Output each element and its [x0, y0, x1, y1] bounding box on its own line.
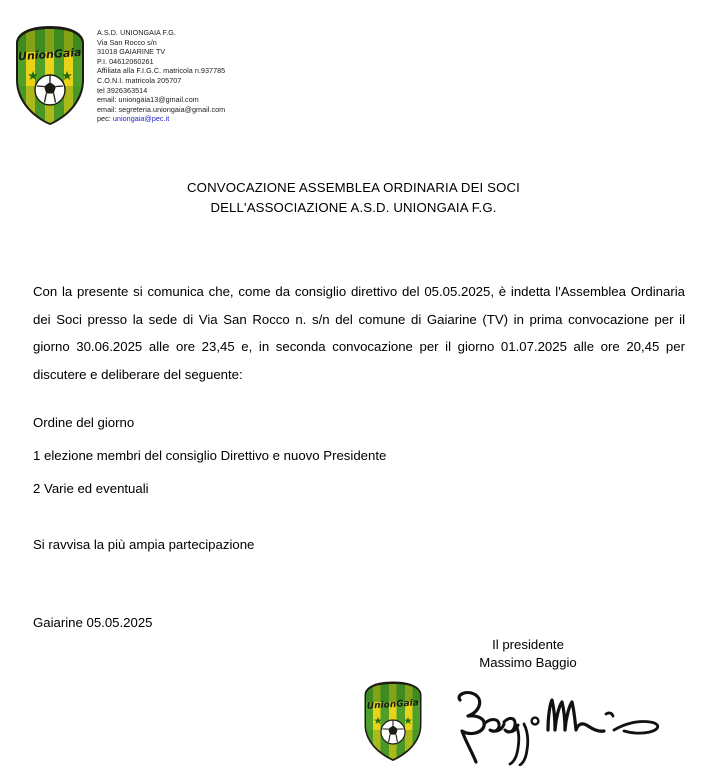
- pec-address-link[interactable]: uniongaia@pec.it: [112, 114, 170, 124]
- signatory-role: Il presidente: [492, 637, 564, 652]
- pec-label: pec:: [97, 114, 111, 124]
- org-email-secretary: email: segreteria.uniongaia@gmail.com: [97, 104, 226, 114]
- org-line: 31018 GAIARINE TV: [97, 47, 166, 57]
- club-crest-logo: [14, 24, 86, 128]
- club-crest-logo-footer: [363, 680, 423, 762]
- place-and-date: Gaiarine 05.05.2025: [33, 615, 153, 630]
- agenda-heading: Ordine del giorno: [33, 415, 135, 430]
- closing-note: Si ravvisa la più ampia partecipazione: [33, 537, 255, 552]
- org-line: A.S.D. UNIONGAIA F.G.: [97, 28, 176, 37]
- handwritten-signature: [452, 686, 667, 766]
- org-line: Via San Rocco s/n: [97, 37, 157, 47]
- organization-details: [97, 28, 397, 124]
- org-line: C.O.N.I. matricola 205707: [97, 75, 182, 85]
- org-line: P.I. 04612060261: [97, 56, 154, 66]
- document-body: [33, 278, 685, 633]
- svg-text:UnionGaia: UnionGaia: [17, 45, 82, 64]
- agenda-item-1: 1 elezione membri del consiglio Direttivo e nuovo Presidente: [33, 448, 387, 463]
- letterhead: [0, 0, 707, 140]
- notice-paragraph: Con la presente si comunica che, come da consiglio direttivo del 05.05.2025, è indetta l'Assemblea Ordinaria dei Soci presso la sede di Via San Rocco n. s/n del comune di Gaiarine (TV) in prima convocazione per il giorno 30.06.2025 alle ore 23,45 e, in seconda convocazione per il giorno 01.07.2025 alle ore 20,45 per discutere e deliberare del seguente:: [33, 284, 685, 382]
- org-pec-line: [97, 114, 397, 124]
- org-email-primary: email: uniongaia13@gmail.com: [97, 95, 199, 105]
- document-title-line-1: CONVOCAZIONE ASSEMBLEA ORDINARIA DEI SOCI: [187, 180, 520, 195]
- signature-block: [398, 636, 658, 672]
- svg-text:UnionGaia: UnionGaia: [366, 698, 420, 712]
- document-title: [0, 178, 707, 218]
- document-title-line-2: DELL'ASSOCIAZIONE A.S.D. UNIONGAIA F.G.: [210, 200, 497, 215]
- org-line: tel 3926363514: [97, 85, 148, 95]
- agenda-item-2: 2 Varie ed eventuali: [33, 481, 149, 496]
- org-line: Affiliata alla F.I.G.C. matricola n.937785: [97, 66, 226, 76]
- signatory-name: Massimo Baggio: [479, 655, 577, 670]
